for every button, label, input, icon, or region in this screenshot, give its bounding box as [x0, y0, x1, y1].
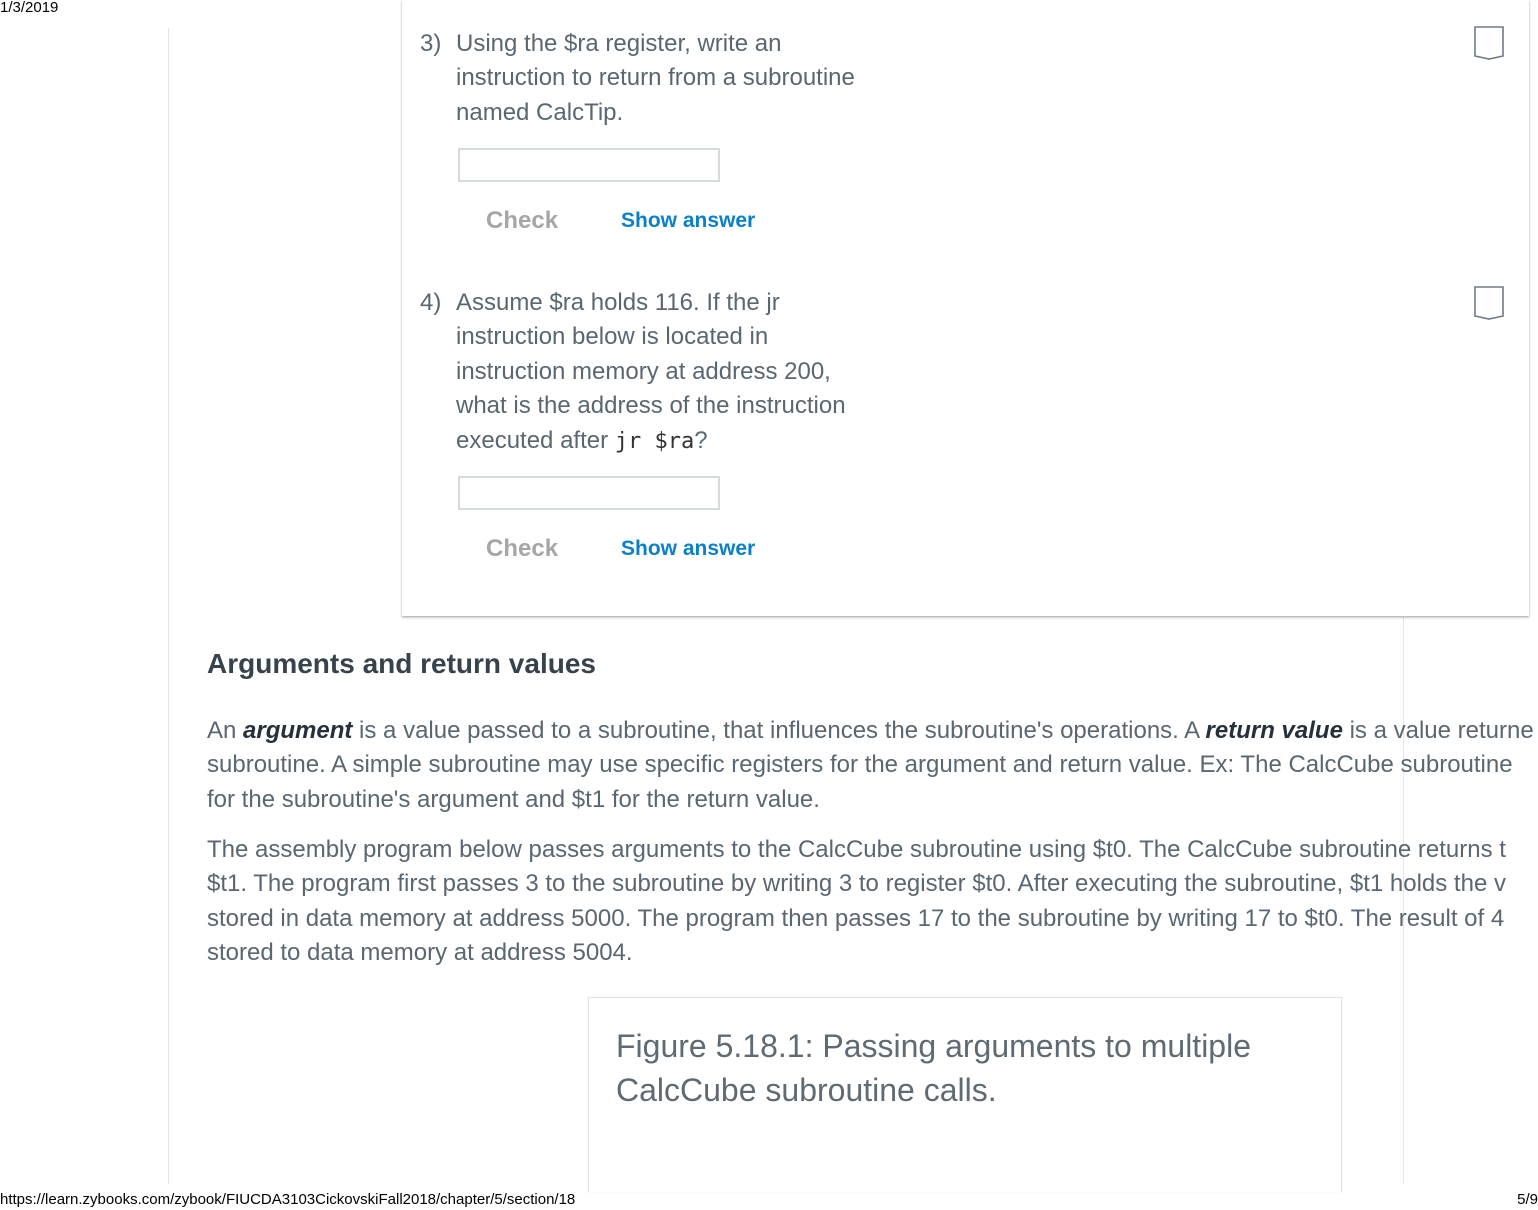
check-button[interactable]: Check	[486, 207, 559, 234]
paragraph-line: stored in data memory at address 5000. The program then passes 17 to the subroutine by writing 17 to $t0. The result of 4	[207, 904, 1505, 932]
show-answer-button[interactable]: Show answer	[621, 209, 756, 232]
figure-caption-line: Figure 5.18.1: Passing arguments to multiple	[616, 1028, 1251, 1064]
question-text-line: named CalcTip.	[456, 98, 624, 126]
bookmark-icon[interactable]	[1474, 286, 1504, 320]
print-footer	[0, 1192, 1538, 1208]
print-url: https://learn.zybooks.com/zybook/FIUCDA3103CickovskiFall2018/chapter/5/section/18	[0, 1191, 576, 1208]
question-text-line: instruction memory at address 200,	[456, 357, 831, 385]
text-fragment: is a value passed to a subroutine, that influences the subroutine's operations. A	[352, 717, 1206, 744]
paragraph-line: $t1. The program first passes 3 to the subroutine by writing 3 to register $t0. After executing the subroutine, $t1 holds the v	[207, 870, 1506, 898]
section-heading: Arguments and return values	[207, 648, 596, 679]
figure-caption	[616, 1024, 1316, 1112]
question-text-fragment: ?	[694, 426, 708, 454]
question-text-line: Assume $ra holds 116. If the jr	[456, 289, 780, 316]
question-text-line: instruction below is located in	[456, 323, 769, 351]
term-argument: argument	[243, 717, 353, 744]
inline-code: jr $ra	[614, 428, 695, 454]
text-fragment: is a value returne	[1342, 717, 1534, 744]
paragraph-arguments	[207, 714, 1538, 817]
question-text-fragment: executed after	[456, 426, 615, 454]
content-left-border	[168, 28, 169, 1184]
bookmark-icon[interactable]	[1474, 26, 1504, 60]
paragraph-line	[207, 714, 1538, 748]
answer-input[interactable]	[458, 148, 720, 182]
term-return-value: return value	[1205, 717, 1343, 744]
paragraph-program-description	[207, 833, 1538, 971]
figure-caption-line: CalcCube subroutine calls.	[616, 1072, 997, 1108]
question-text-line: what is the address of the instruction	[456, 392, 846, 420]
figure-card	[588, 997, 1342, 1192]
print-page-number: 5/9	[1517, 1191, 1538, 1208]
question-text-line: instruction to return from a subroutine	[456, 64, 855, 92]
text-fragment: An	[207, 717, 244, 744]
answer-input[interactable]	[458, 476, 720, 510]
participation-activity-card	[402, 0, 1529, 616]
paragraph-line: stored to data memory at address 5004.	[207, 939, 633, 967]
paragraph-line: subroutine. A simple subroutine may use specific registers for the argument and return value. Ex: The CalcCube subroutine	[207, 751, 1513, 779]
question-text-line: Using the $ra register, write an	[456, 30, 782, 57]
question-number: 4)	[420, 289, 442, 316]
question-text	[456, 27, 886, 130]
paragraph-line: for the subroutine's argument and $t1 for the return value.	[207, 785, 820, 813]
check-button[interactable]: Check	[486, 535, 559, 562]
question-text-line	[456, 424, 886, 459]
question-number: 3)	[420, 30, 442, 57]
show-answer-button[interactable]: Show answer	[621, 537, 756, 560]
question-text	[456, 286, 886, 459]
print-date: 1/3/2019	[0, 0, 59, 16]
paragraph-line: The assembly program below passes arguments to the CalcCube subroutine using $t0. The CalcCube subroutine returns t	[207, 836, 1506, 863]
